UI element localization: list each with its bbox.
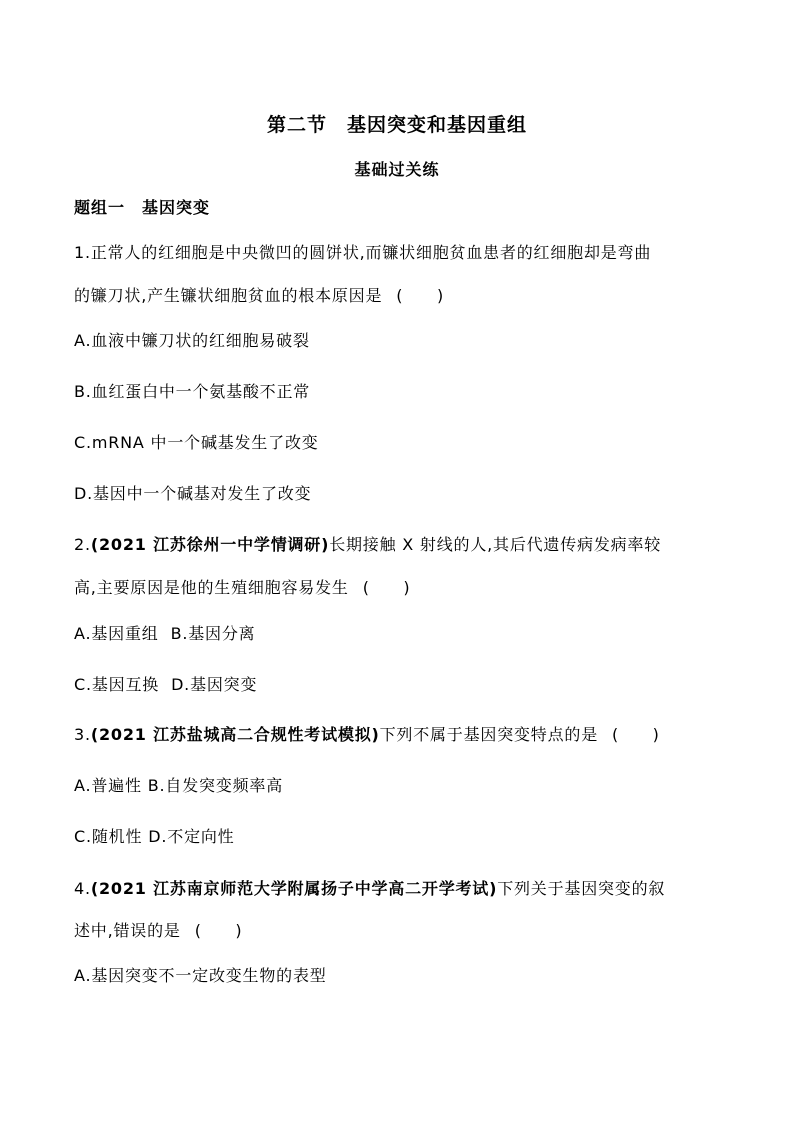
section-title: 第二节 基因突变和基因重组 [266, 114, 527, 136]
question-3-source: (2021 江苏盐城高二合规性考试模拟) [90, 725, 380, 744]
question-2-options-ab [74, 621, 724, 644]
question-3-option-b: B.自发突变频率高 [147, 776, 284, 795]
group-title: 题组一 基因突变 [74, 198, 211, 217]
question-4-number: 4. [74, 879, 91, 898]
question-1-option-d: D.基因中一个碱基对发生了改变 [74, 484, 312, 503]
question-2-text: 长期接触 X 射线的人,其后代遗传病发病率较 [329, 535, 662, 554]
question-2-source: (2021 江苏徐州一中学情调研) [90, 535, 330, 554]
question-1-line-1: 1.正常人的红细胞是中央微凹的圆饼状,而镰状细胞贫血患者的红细胞却是弯曲 [74, 243, 652, 262]
question-1-text: 的镰刀状,产生镰状细胞贫血的根本原因是 [74, 286, 383, 305]
question-2-option-a: A.基因重组 [74, 624, 159, 643]
question-3-options-ab [74, 773, 724, 796]
question-4-option-a: A.基因突变不一定改变生物的表型 [74, 966, 327, 985]
question-3-text: 下列不属于基因突变特点的是 [379, 725, 599, 744]
question-2-text-2: 高,主要原因是他的生殖细胞容易发生 [74, 578, 349, 597]
question-2-option-c: C.基因互换 [74, 675, 160, 694]
question-3-option-c: C.随机性 [74, 827, 143, 846]
question-2-number: 2. [74, 535, 91, 554]
question-4-line-2 [74, 918, 724, 941]
question-1-option-a: A.血液中镰刀状的红细胞易破裂 [74, 331, 310, 350]
question-4-line-1 [74, 876, 724, 899]
answer-bracket: ( ) [362, 578, 411, 597]
question-1-line-2 [74, 283, 724, 306]
question-2-option-d: D.基因突变 [171, 675, 258, 694]
question-3-option-d: D.不定向性 [148, 827, 235, 846]
question-2-options-cd [74, 672, 724, 695]
answer-bracket: ( ) [194, 921, 243, 940]
answer-bracket: ( ) [612, 725, 660, 744]
question-4-source: (2021 江苏南京师范大学附属扬子中学高二开学考试) [90, 879, 498, 898]
question-4-text: 下列关于基因突变的叙 [497, 879, 666, 898]
question-3-options-cd [74, 824, 724, 847]
question-1-option-c: C.mRNA 中一个碱基发生了改变 [74, 433, 319, 452]
question-4-text-2: 述中,错误的是 [74, 921, 181, 940]
question-2-line-1 [74, 532, 724, 555]
question-1-option-b: B.血红蛋白中一个氨基酸不正常 [74, 382, 311, 401]
question-3-option-a: A.普遍性 [74, 776, 142, 795]
subtitle: 基础过关练 [354, 160, 440, 179]
question-3-line-1 [74, 722, 724, 745]
answer-bracket: ( ) [396, 286, 444, 305]
question-2-option-b: B.基因分离 [170, 624, 256, 643]
question-3-number: 3. [74, 725, 91, 744]
question-2-line-2 [74, 575, 724, 598]
